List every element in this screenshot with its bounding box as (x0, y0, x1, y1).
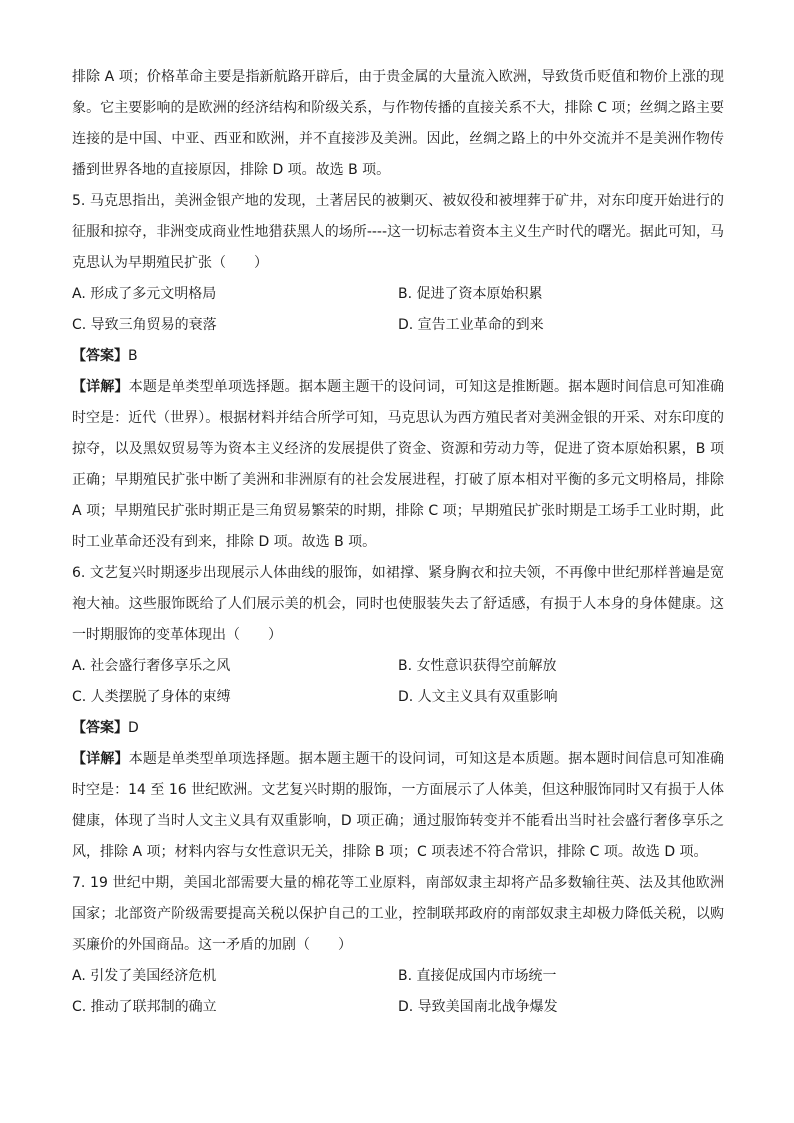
question-5-stem: 5. 马克思指出，美洲金银产地的发现，土著居民的被剿灭、被奴役和被埋葬于矿井，对东印度开始进行的征服和掠夺，非洲变成商业性地猎获黑人的场所----这一切标志着资本主义生产时代的曙光。据此可知，马克思认为早期殖民扩张（ ） (72, 193, 724, 271)
question-7-option-b: B. 直接促成国内市场统一 (398, 968, 557, 984)
detail-tag: 【详解】 (72, 379, 129, 395)
intro-paragraph: 排除 A 项；价格革命主要是指新航路开辟后，由于贵金属的大量流入欧洲，导致货币贬值和物价上涨的现象。它主要影响的是欧洲的经济结构和阶级关系，与作物传播的直接关系不大，排除 C 项；丝绸之路主要连接的是中国、中亚、西亚和欧洲，并不直接涉及美洲。因此，丝绸之路上的中外交流并不是美洲作物传播到世界各地的直接原因，排除 D 项。故选 B 项。 (72, 69, 724, 178)
question-6-option-b: B. 女性意识获得空前解放 (398, 658, 557, 674)
document-page (72, 62, 724, 1023)
question-6-stem: 6. 文艺复兴时期逐步出现展示人体曲线的服饰，如裙撑、紧身胸衣和拉夫领，不再像中世纪那样普遍是宽袍大袖。这些服饰既给了人们展示美的机会，同时也使服装失去了舒适感，有损于人本身的身体健康。这一时期服饰的变革体现出（ ） (72, 565, 724, 643)
question-5-option-d: D. 宣告工业革命的到来 (398, 317, 544, 333)
question-6-options (72, 651, 724, 713)
question-5-option-c: C. 导致三角贸易的衰落 (72, 317, 217, 333)
question-5-options (72, 279, 724, 341)
question-6-detail (72, 744, 724, 868)
detail-text: 本题是单类型单项选择题。据本题主题干的设问词，可知这是推断题。据本题时间信息可知准确时空是：近代（世界）。根据材料并结合所学可知，马克思认为西方殖民者对美洲金银的开采、对东印度的掠夺，以及黑奴贸易等为资本主义经济的发展提供了资金、资源和劳动力等，促进了资本原始积累，B 项正确；早期殖民扩张中断了美洲和非洲原有的社会发展进程，打破了原本相对平衡的多元文明格局，排除 A 项；早期殖民扩张时期正是三角贸易繁荣的时期，排除 C 项；早期殖民扩张时期是工场手工业时期，此时工业革命还没有到来，排除 D 项。故选 B 项。 (72, 379, 725, 550)
question-5-option-b: B. 促进了资本原始积累 (398, 286, 543, 302)
question-6-option-d: D. 人文主义具有双重影响 (398, 689, 558, 705)
answer-tag: 【答案】 (72, 348, 128, 364)
question-5-answer (72, 341, 724, 372)
question-6-option-a: A. 社会盛行奢侈享乐之风 (72, 658, 231, 674)
question-5-option-a: A. 形成了多元文明格局 (72, 286, 217, 302)
question-6-answer (72, 713, 724, 744)
detail-tag: 【详解】 (72, 751, 129, 767)
question-5-detail (72, 372, 724, 558)
answer-value: B (128, 348, 138, 364)
question-7-stem: 7. 19 世纪中期，美国北部需要大量的棉花等工业原料，南部奴隶主却将产品多数输往英、法及其他欧洲国家；北部资产阶级需要提高关税以保护自己的工业，控制联邦政府的南部奴隶主却极力降低关税，以购买廉价的外国商品。这一矛盾的加剧（ ） (72, 875, 724, 953)
question-7-option-a: A. 引发了美国经济危机 (72, 968, 217, 984)
answer-tag: 【答案】 (72, 720, 128, 736)
answer-value: D (128, 720, 139, 736)
question-7-option-d: D. 导致美国南北战争爆发 (398, 999, 558, 1015)
question-7-options (72, 961, 724, 1023)
question-7-option-c: C. 推动了联邦制的确立 (72, 999, 217, 1015)
question-6-option-c: C. 人类摆脱了身体的束缚 (72, 689, 231, 705)
detail-text: 本题是单类型单项选择题。据本题主题干的设问词，可知这是本质题。据本题时间信息可知准确时空是：14 至 16 世纪欧洲。文艺复兴时期的服饰，一方面展示了人体美，但这种服饰同时又有损于人体健康，体现了当时人文主义具有双重影响，D 项正确；通过服饰转变并不能看出当时社会盛行奢侈享乐之风，排除 A 项；材料内容与女性意识无关，排除 B 项；C 项表述不符合常识，排除 C 项。故选 D 项。 (72, 751, 725, 860)
